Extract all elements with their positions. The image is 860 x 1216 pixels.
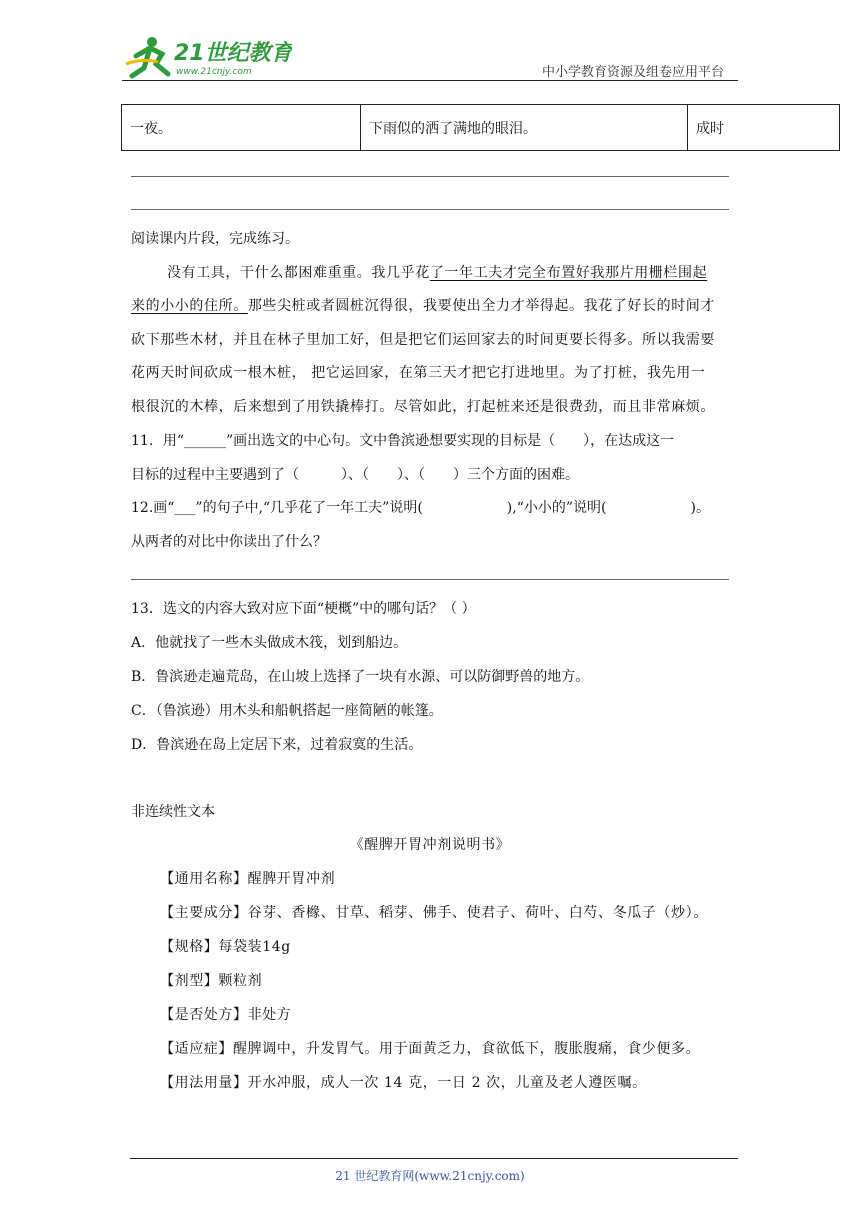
passage-line (167, 262, 707, 282)
answer-line (131, 176, 729, 177)
table-cell: 成时 (688, 105, 840, 151)
passage-line: 砍下那些木材，并且在林子里加工好，但是把它们运回家去的时间更要长得多。所以我需要 (131, 332, 715, 348)
document-title: 《醒脾开胃冲剂说明书》 (349, 837, 511, 853)
footer-link[interactable]: 21 世纪教育网(www.21cnjy.com) (335, 1169, 525, 1183)
header-divider (122, 80, 738, 81)
platform-label: 中小学教育资源及组卷应用平台 (541, 65, 724, 80)
question-11: 11．用“______”画出选文的中心句。文中鲁滨逊想要实现的目标是（ ），在达成这一 (131, 433, 675, 449)
passage-text: 那些尖桩或者圆桩沉得很，我要使出全力才举得起。我花了好长的时间才 (247, 298, 716, 314)
spec-item: 【适应症】醒脾调中，升发胃气。用于面黄乏力，食欲低下，腹胀腹痛，食少便多。 (160, 1041, 701, 1057)
table-cell: 一夜。 (122, 105, 361, 151)
central-sentence: 来的小小的住所。 (131, 298, 248, 314)
spec-item: 【剂型】颗粒剂 (160, 973, 263, 989)
svg-text:21世纪教育: 21世纪教育 (174, 41, 292, 66)
passage-line (131, 295, 715, 315)
spec-item: 【主要成分】谷芽、香橼、甘草、稻芽、佛手、使君子、荷叶、白芍、冬瓜子（炒）。 (160, 905, 708, 921)
spec-item: 【用法用量】开水冲服，成人一次 14 克，一日 2 次，儿童及老人遵医嘱。 (160, 1075, 647, 1091)
site-logo (122, 34, 292, 82)
section-label: 非连续性文本 (131, 804, 215, 820)
option-d: D．鲁滨逊在岛上定居下来，过着寂寞的生活。 (131, 737, 423, 753)
runner-logo-icon (122, 34, 292, 82)
spec-item: 【是否处方】非处方 (160, 1007, 292, 1023)
central-sentence: 了一年工夫才完全布置好我那片用栅栏围起 (429, 265, 708, 281)
table-row (122, 105, 840, 151)
passage-line: 根很沉的木棒，后来想到了用铁撬棒打。尽管如此，打起桩来还是很费劲，而且非常麻烦。 (131, 399, 715, 415)
question-11-cont: 目标的过程中主要遇到了（ ）、（ ）、（ ）三个方面的困难。 (131, 467, 579, 483)
passage-line: 花两天时间砍成一根木桩， 把它运回家，在第三天才把它打进地里。为了打桩，我先用一 (131, 365, 706, 381)
spec-item: 【通用名称】醒脾开胃冲剂 (160, 871, 336, 887)
passage-text: 没有工具，干什么都困难重重。我几乎花 (167, 265, 430, 281)
svg-text:www.21cnjy.com: www.21cnjy.com (176, 67, 252, 77)
table-cell: 下雨似的洒了满地的眼泪。 (361, 105, 688, 151)
footer-divider (130, 1158, 738, 1159)
question-12: 12.画“___”的句子中,“几乎花了一年工夫”说明( ),“小小的”说明( )。 (131, 500, 710, 516)
answer-line (131, 579, 729, 580)
question-13: 13．选文的内容大致对应下面“梗概”中的哪句话？（ ） (131, 601, 476, 617)
option-b: B．鲁滨逊走遍荒岛，在山坡上选择了一块有水源、可以防御野兽的地方。 (131, 669, 590, 685)
spec-item: 【规格】每袋装14g (160, 939, 291, 955)
section-intro: 阅读课内片段，完成练习。 (131, 231, 299, 247)
answer-line (131, 209, 729, 210)
question-12-cont: 从两者的对比中你读出了什么？ (131, 534, 327, 550)
option-c: C．（鲁滨逊）用木头和船帆搭起一座简陋的帐篷。 (131, 703, 443, 719)
option-a: A．他就找了一些木头做成木筏，划到船边。 (131, 635, 408, 651)
previous-table (121, 104, 840, 151)
